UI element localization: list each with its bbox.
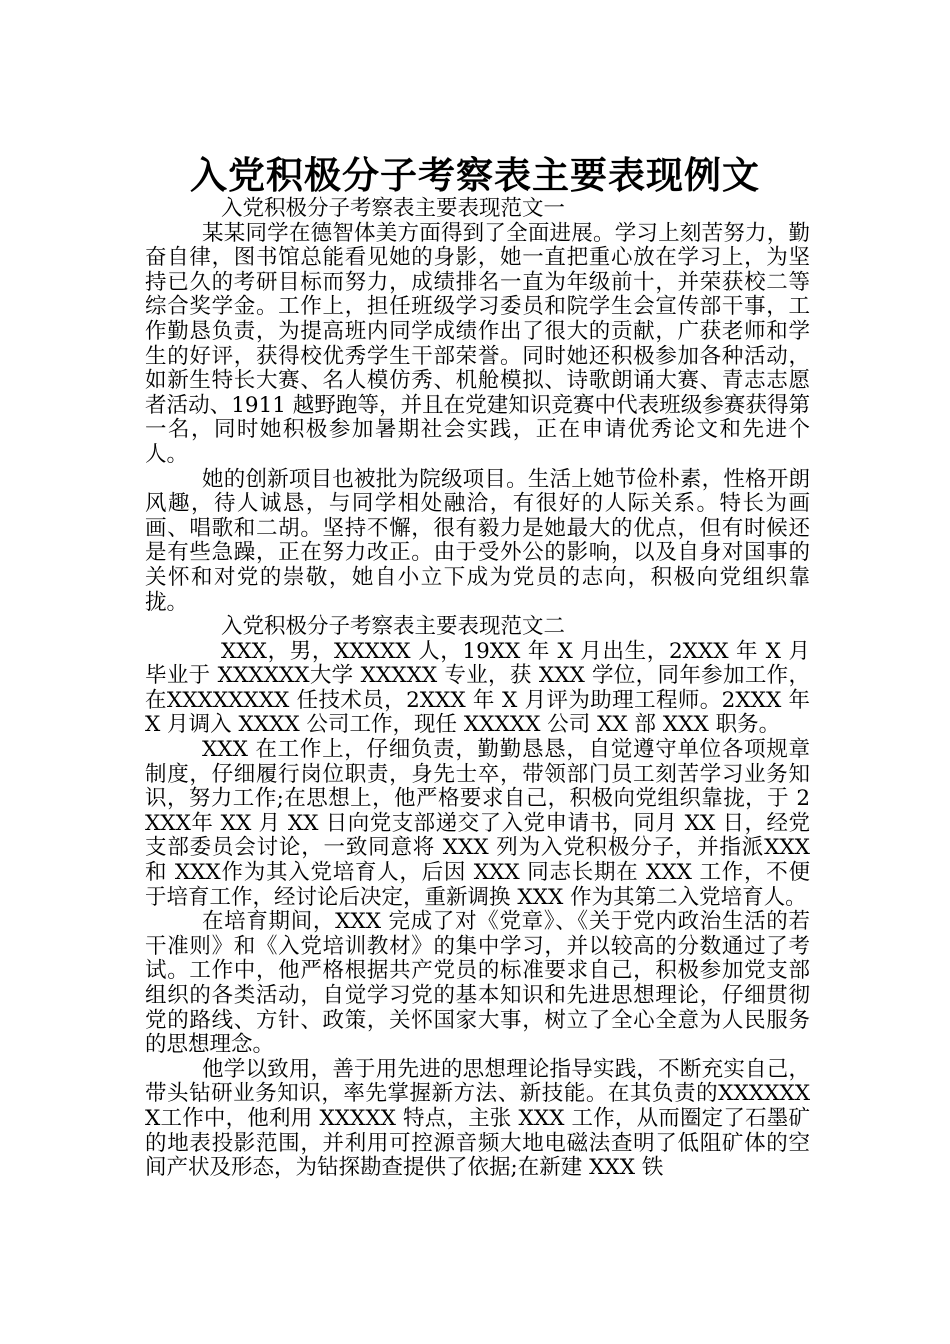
paragraph-3: XXX，男，XXXXX 人，19XX 年 X 月出生，2XXX 年 X 月毕业于 XXXXXX大学 XXXXX 专业，获 XXX 学位，同年参加工作，在XXXXXXXX 任技术员，2XXX 年 X 月评为助理工程师。2XXX 年 X 月调入 XXXX 公司工作，现任 XXXXX 公司 XX 部 XXX 职务。 <box>145 638 810 738</box>
paragraph-4: XXX 在工作上，仔细负责，勤勤恳恳，自觉遵守单位各项规章制度，仔细履行岗位职责，身先士卒，带领部门员工刻苦学习业务知识，努力工作;在思想上，他严格要求自己，积极向党组织靠拢，于 2XXX年 XX 月 XX 日向党支部递交了入党申请书，同月 XX 日，经党支部委员会讨论，一致同意将 XXX 列为入党积极分子，并指派XXX 和 XXX作为其入党培育人，后因 XXX 同志长期在 XXX 工作，不便于培育工作，经讨论后决定，重新调换 XXX 作为其第二入党培育人。 <box>145 737 810 910</box>
paragraph-2: 她的创新项目也被批为院级项目。生活上她节俭朴素，性格开朗风趣，待人诚恳，与同学相处融洽，有很好的人际关系。特长为画画、唱歌和二胡。坚持不懈，很有毅力是她最大的优点，但有时候还是有些急躁，正在努力改正。由于受外公的影响，以及自身对国事的关怀和对党的崇敬，她自小立下成为党员的志向，积极向党组织靠拢。 <box>145 466 810 615</box>
paragraph-6: 他学以致用，善于用先进的思想理论指导实践，不断充实自己，带头钻研业务知识，率先掌握新方法、新技能。在其负责的XXXXXXX工作中，他利用 XXXXX 特点，主张 XXX 工作，从而圈定了石墨矿的地表投影范围，并利用可控源音频大地电磁法查明了低阻矿体的空间产状及形态，为钻探勘查提供了依据;在新建 XXX 铁 <box>145 1056 810 1181</box>
section-heading-1: 入党积极分子考察表主要表现范文一 <box>221 196 566 221</box>
document-body <box>145 197 810 1181</box>
section-heading-2: 入党积极分子考察表主要表现范文二 <box>221 614 566 640</box>
document-title: 入党积极分子考察表主要表现例文 <box>190 152 760 197</box>
paragraph-5: 在培育期间，XXX 完成了对《党章》、《关于党内政治生活的若干准则》和《入党培训教材》的集中学习，并以较高的分数通过了考试。工作中，他严格根据共产党员的标准要求自己，积极参加党支部组织的各类活动，自觉学习党的基本知识和先进思想理论，仔细贯彻党的路线、方针、政策，关怀国家大事，树立了全心全意为人民服务的思想理念。 <box>145 909 810 1058</box>
paragraph-1: 某某同学在德智体美方面得到了全面进展。学习上刻苦努力，勤奋自律，图书馆总能看见她的身影，她一直把重心放在学习上，为坚持已久的考研目标而努力，成绩排名一直为年级前十，并荣获校二等综合奖学金。工作上，担任班级学习委员和院学生会宣传部干事，工作勤恳负责，为提高班内同学成绩作出了很大的贡献，广获老师和学生的好评，获得校优秀学生干部荣誉。同时她还积极参加各种活动，如新生特长大赛、名人模仿秀、机舱模拟、诗歌朗诵大赛、青志志愿者活动、1911 越野跑等，并且在党建知识竞赛中代表班级参赛获得第一名，同时她积极参加暑期社会实践，正在申请优秀论文和先进个人。 <box>145 220 810 467</box>
